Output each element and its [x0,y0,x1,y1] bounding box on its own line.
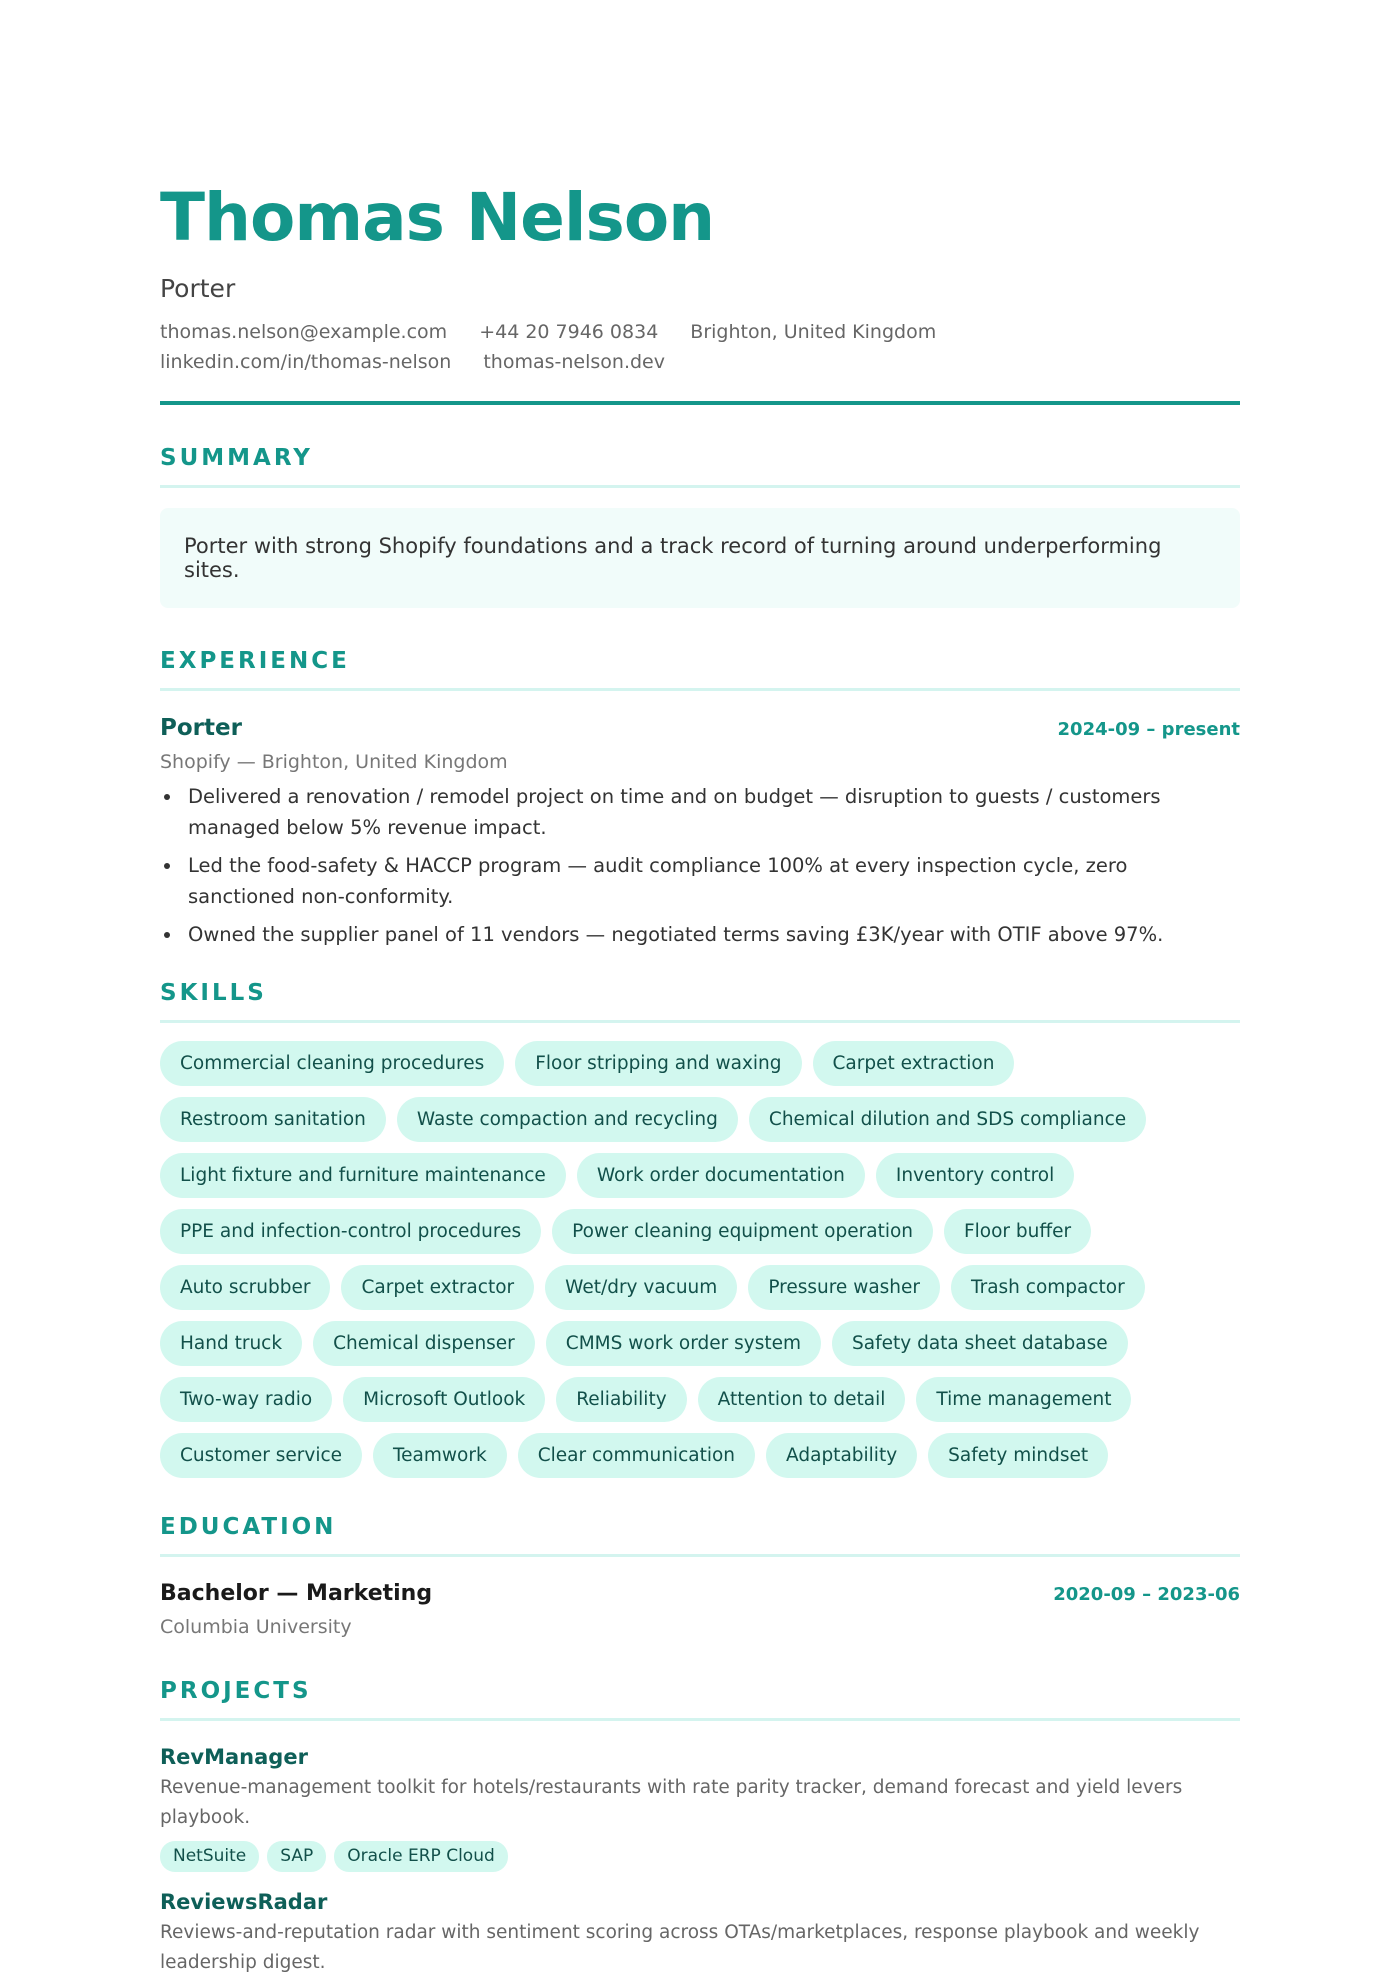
skill-chip: Auto scrubber [160,1265,330,1310]
skill-chip: Wet/dry vacuum [545,1265,737,1310]
contact-location: Brighton, United Kingdom [690,320,937,343]
job-title: Porter [160,714,242,741]
project-name: RevManager [160,1744,308,1769]
skill-chip: Light fixture and furniture maintenance [160,1153,566,1198]
skill-chip: Chemical dispenser [313,1321,535,1366]
skill-chip: Carpet extraction [813,1041,1015,1086]
skill-chip: Commercial cleaning procedures [160,1041,504,1086]
education-dates: 2020-09 – 2023-06 [1053,1583,1240,1605]
job-bullet: Owned the supplier panel of 11 vendors — negotiated terms saving £3K/year with OTIF above 97%. [160,919,1240,950]
skill-chip: Inventory control [876,1153,1074,1198]
job-dates: 2024-09 – present [1057,718,1240,740]
summary-heading: SUMMARY [160,444,313,471]
project-tag: Oracle ERP Cloud [334,1841,508,1872]
header-divider [160,401,1240,405]
job-bullet: Led the food-safety & HACCP program — audit compliance 100% at every inspection cycle, zero sanctioned non-conformity. [160,850,1240,912]
contact-phone[interactable]: +44 20 7946 0834 [479,320,659,343]
project-tag: SAP [267,1841,326,1872]
project-tags [160,1841,1240,1872]
summary-text: Porter with strong Shopify foundations and a track record of turning around underperforming sites. [160,508,1240,608]
skill-chip: Floor buffer [944,1209,1091,1254]
skill-chip: Safety mindset [928,1433,1108,1478]
skill-chip: Work order documentation [577,1153,865,1198]
project-description: Revenue-management toolkit for hotels/restaurants with rate parity tracker, demand forecast and yield levers playbook. [160,1776,1183,1828]
contact-website[interactable]: thomas-nelson.dev [483,350,665,373]
skill-chip: Carpet extractor [341,1265,534,1310]
skill-chip: Two-way radio [160,1377,332,1422]
skill-chip: Power cleaning equipment operation [552,1209,933,1254]
project-name: ReviewsRadar [160,1889,328,1914]
skill-chip: Floor stripping and waxing [515,1041,801,1086]
project-description: Reviews-and-reputation radar with sentiment scoring across OTAs/marketplaces, response playbook and weekly leadership digest. [160,1921,1200,1973]
job-entry [160,715,1240,950]
skill-chip: CMMS work order system [546,1321,821,1366]
project-entry [160,1890,1240,1978]
experience-heading: EXPERIENCE [160,647,350,674]
contact-linkedin[interactable]: linkedin.com/in/thomas-nelson [160,350,452,373]
section-divider [160,1020,1240,1023]
section-divider [160,1554,1240,1557]
skill-chip: Pressure washer [748,1265,940,1310]
section-divider [160,485,1240,488]
resume-page [160,180,1240,1978]
skill-chip: Chemical dilution and SDS compliance [749,1097,1146,1142]
skill-chip: Safety data sheet database [832,1321,1128,1366]
education-school: Columbia University [160,1615,352,1638]
education-heading: EDUCATION [160,1513,337,1540]
skill-chip: Attention to detail [698,1377,906,1422]
candidate-name: Thomas Nelson [160,179,715,256]
skill-chip: Customer service [160,1433,362,1478]
contact-info [160,321,1240,373]
skill-chip: Waste compaction and recycling [397,1097,738,1142]
skill-chip: Restroom sanitation [160,1097,386,1142]
skill-chip: PPE and infection-control procedures [160,1209,541,1254]
project-tag: NetSuite [160,1841,259,1872]
skill-chip: Reliability [556,1377,686,1422]
projects-heading: PROJECTS [160,1677,312,1704]
section-divider [160,688,1240,691]
job-company-location: Shopify — Brighton, United Kingdom [160,750,508,773]
skill-chip: Teamwork [373,1433,507,1478]
education-entry [160,1581,1240,1638]
skill-chip: Clear communication [518,1433,755,1478]
skill-chip: Time management [916,1377,1131,1422]
skill-chip: Adaptability [766,1433,917,1478]
job-bullets [160,781,1240,950]
candidate-title: Porter [160,273,236,303]
contact-email[interactable]: thomas.nelson@example.com [160,320,448,343]
project-entry [160,1745,1240,1872]
skill-chip: Microsoft Outlook [343,1377,545,1422]
job-bullet: Delivered a renovation / remodel project on time and on budget — disruption to guests / customers managed below 5% revenue impact. [160,781,1240,843]
skill-chip: Trash compactor [951,1265,1145,1310]
education-degree: Bachelor — Marketing [160,1580,433,1606]
skills-heading: SKILLS [160,979,267,1006]
skill-chip: Hand truck [160,1321,302,1366]
section-divider [160,1718,1240,1721]
skills-list [160,1041,1240,1478]
